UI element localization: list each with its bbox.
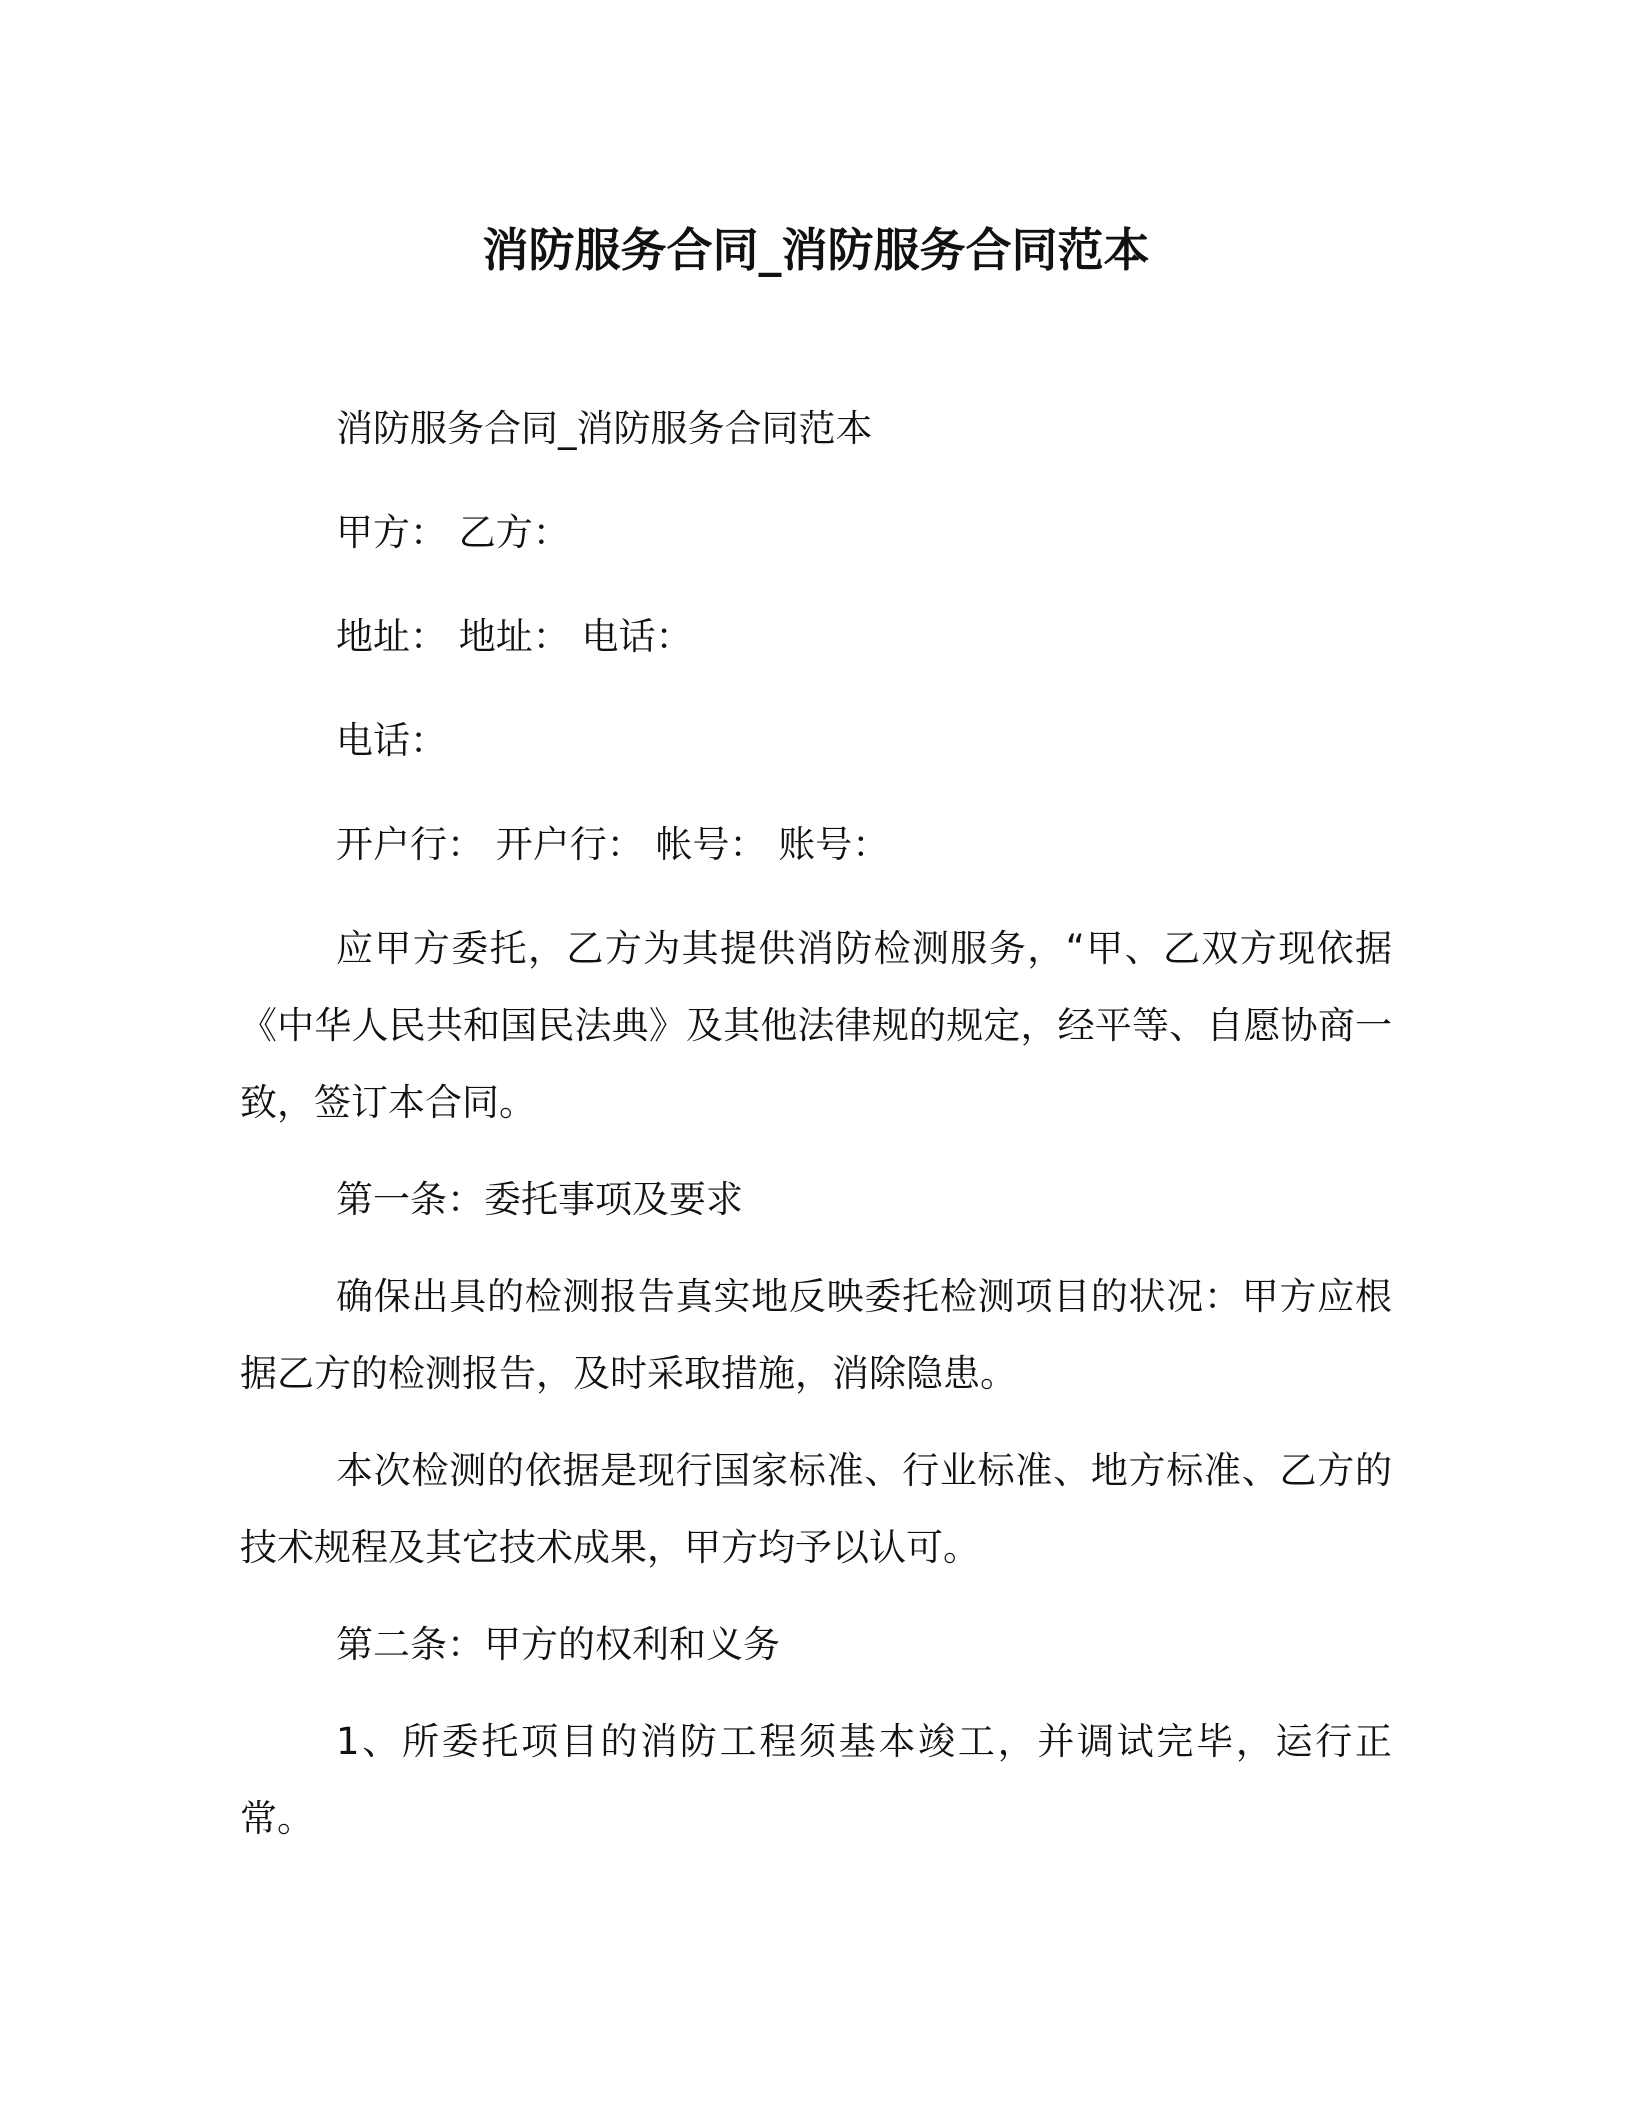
paragraph-report: 确保出具的检测报告真实地反映委托检测项目的状况：甲方应根据乙方的检测报告，及时采取措施，消除隐患。 xyxy=(240,1275,1392,1395)
paragraph-phone: 电话： xyxy=(336,719,447,762)
paragraph-parties: 甲方： 乙方： xyxy=(336,511,570,554)
paragraph-address: 地址： 地址： 电话： xyxy=(336,615,693,658)
paragraph-subtitle: 消防服务合同_消防服务合同范本 xyxy=(336,407,873,450)
document-body xyxy=(240,390,1392,1857)
document-title: 消防服务合同_消防服务合同范本 xyxy=(482,223,1150,277)
clause-1: 1、所委托项目的消防工程须基本竣工，并调试完毕，运行正常。 xyxy=(240,1720,1392,1840)
paragraph-bank: 开户行： 开户行： 帐号： 账号： xyxy=(336,823,890,866)
paragraph-basis: 本次检测的依据是现行国家标准、行业标准、地方标准、乙方的技术规程及其它技术成果，甲方均予以认可。 xyxy=(240,1449,1392,1569)
article-2-heading: 第二条：甲方的权利和义务 xyxy=(336,1623,780,1666)
article-1-heading: 第一条：委托事项及要求 xyxy=(336,1178,743,1221)
paragraph-preamble: 应甲方委托，乙方为其提供消防检测服务，“甲、乙双方现依据《中华人民共和国民法典》及其他法律规的规定，经平等、自愿协商一致，签订本合同。 xyxy=(240,927,1392,1124)
